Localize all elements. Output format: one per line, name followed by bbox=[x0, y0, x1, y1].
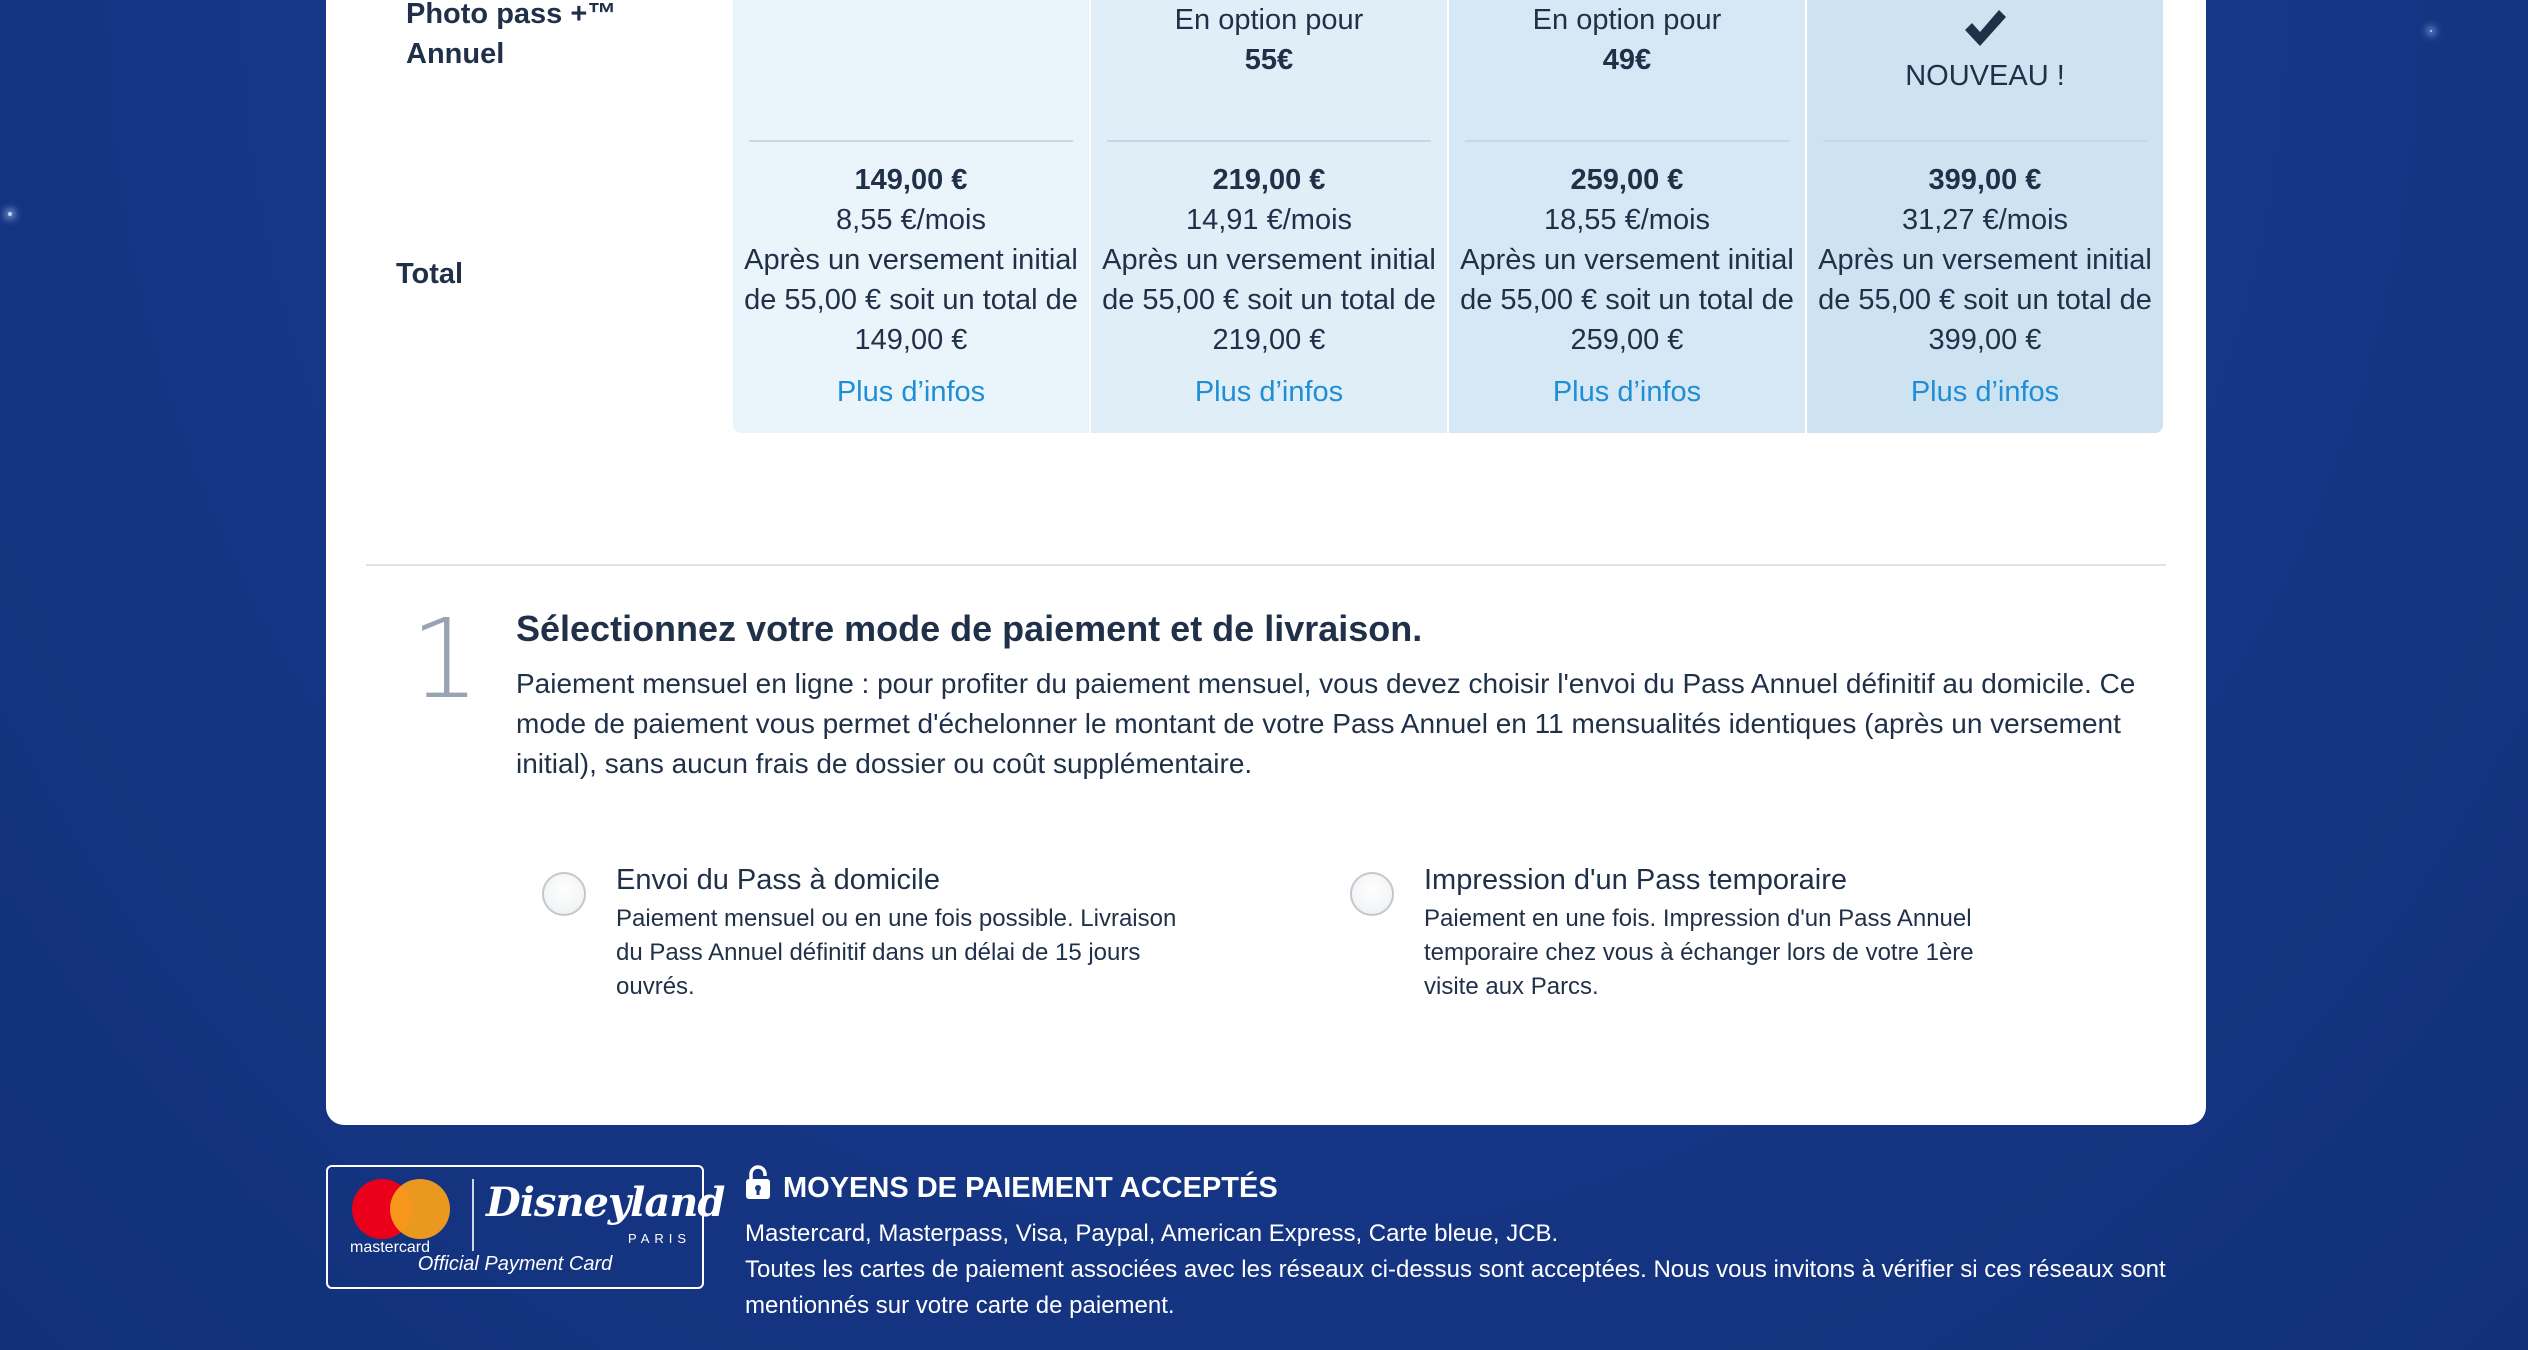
total-price: 149,00 € bbox=[854, 164, 968, 196]
option-cell bbox=[1091, 0, 1447, 116]
total-cell bbox=[1101, 160, 1437, 360]
option-price: 55€ bbox=[1244, 44, 1294, 76]
lock-icon bbox=[745, 1164, 771, 1211]
total-cell bbox=[1459, 160, 1795, 360]
new-badge: NOUVEAU ! bbox=[1905, 60, 2065, 92]
delivery-option-radio[interactable] bbox=[1350, 872, 1394, 916]
step-number: 1 bbox=[410, 595, 480, 723]
main-card bbox=[326, 0, 2206, 1125]
monthly-price: 8,55 €/mois bbox=[836, 204, 986, 236]
pass-column-1 bbox=[733, 0, 1089, 433]
pass-column-4 bbox=[1807, 0, 2163, 433]
delivery-option-title: Envoi du Pass à domicile bbox=[616, 864, 940, 896]
payment-methods-heading: MOYENS DE PAIEMENT ACCEPTÉS bbox=[783, 1171, 1278, 1204]
pass-column-2 bbox=[1091, 0, 1447, 433]
mastercard-logo-icon bbox=[390, 1179, 450, 1239]
badge-caption: Official Payment Card bbox=[417, 1253, 613, 1275]
price-details: Après un versement initial de 55,00 € soit un total de 399,00 € bbox=[1818, 244, 2152, 356]
pass-column-3 bbox=[1449, 0, 1805, 433]
disneyland-paris-text: PARIS bbox=[628, 1231, 692, 1246]
delivery-option-description: Paiement en une fois. Impression d'un Pass Annuel temporaire chez vous à échanger lors de votre 1ère visite aux Parcs. bbox=[1424, 905, 1974, 1000]
option-cell bbox=[733, 0, 1089, 116]
total-price: 399,00 € bbox=[1928, 164, 2042, 196]
total-price: 259,00 € bbox=[1570, 164, 1684, 196]
option-label: En option pour bbox=[1532, 4, 1722, 36]
official-payment-card-badge bbox=[326, 1165, 725, 1289]
more-info-link[interactable]: Plus d’infos bbox=[836, 376, 986, 408]
monthly-price: 18,55 €/mois bbox=[1543, 204, 1711, 236]
row-label-total: Total bbox=[396, 258, 464, 290]
price-details: Après un versement initial de 55,00 € soit un total de 149,00 € bbox=[744, 244, 1078, 356]
total-cell bbox=[743, 160, 1079, 360]
background-star bbox=[2430, 30, 2432, 32]
price-details: Après un versement initial de 55,00 € soit un total de 259,00 € bbox=[1460, 244, 1794, 356]
checkmark-icon bbox=[1807, 0, 2163, 56]
delivery-option-description: Paiement mensuel ou en une fois possible. Livraison du Pass Annuel définitif dans un délai de 15 jours ouvrés. bbox=[616, 905, 1177, 1000]
delivery-option-title: Impression d'un Pass temporaire bbox=[1424, 864, 1848, 896]
section-divider bbox=[366, 564, 2166, 566]
cell-divider bbox=[1465, 140, 1789, 142]
option-price: 49€ bbox=[1602, 44, 1652, 76]
step-title: Sélectionnez votre mode de paiement et de livraison. bbox=[516, 608, 1423, 649]
option-cell bbox=[1449, 0, 1805, 116]
payment-methods-title bbox=[745, 1164, 1278, 1211]
more-info-link[interactable]: Plus d’infos bbox=[1552, 376, 1702, 408]
monthly-price: 14,91 €/mois bbox=[1185, 204, 1353, 236]
total-cell bbox=[1817, 160, 2153, 360]
more-info-link[interactable]: Plus d’infos bbox=[1194, 376, 1344, 408]
option-label: En option pour bbox=[1174, 4, 1364, 36]
cell-divider bbox=[1823, 140, 2147, 142]
total-price: 219,00 € bbox=[1212, 164, 1326, 196]
badge-divider bbox=[472, 1179, 474, 1251]
step-description: Paiement mensuel en ligne : pour profiter du paiement mensuel, vous devez choisir l'envoi du Pass Annuel définitif au domicile. Ce mode de paiement vous permet d'échelonner le montant de votre Pass Annuel en 11 mensualités identiques (après un versement initial), sans aucun frais de dossier ou coût supplémentaire. bbox=[516, 668, 2136, 779]
monthly-price: 31,27 €/mois bbox=[1901, 204, 2069, 236]
price-details: Après un versement initial de 55,00 € soit un total de 219,00 € bbox=[1102, 244, 1436, 356]
mastercard-wordmark: mastercard bbox=[350, 1239, 431, 1256]
payment-note: Toutes les cartes de paiement associées avec les réseaux ci-dessus sont acceptées. Nous vous invitons à vérifier si ces réseaux sont mentionnés sur votre carte de paiement. bbox=[745, 1256, 2166, 1319]
more-info-link[interactable]: Plus d’infos bbox=[1910, 376, 2060, 408]
row-label-photo-pass: Photo pass +™ Annuel bbox=[406, 0, 617, 70]
cell-divider bbox=[749, 140, 1073, 142]
background-star bbox=[8, 212, 12, 216]
payment-networks: Mastercard, Masterpass, Visa, Paypal, American Express, Carte bleue, JCB. bbox=[745, 1220, 1559, 1247]
option-cell bbox=[1807, 0, 2163, 116]
disneyland-logo: Disneyland bbox=[486, 1179, 725, 1226]
delivery-option-radio[interactable] bbox=[542, 872, 586, 916]
payment-methods-text bbox=[745, 1216, 2185, 1324]
cell-divider bbox=[1107, 140, 1431, 142]
